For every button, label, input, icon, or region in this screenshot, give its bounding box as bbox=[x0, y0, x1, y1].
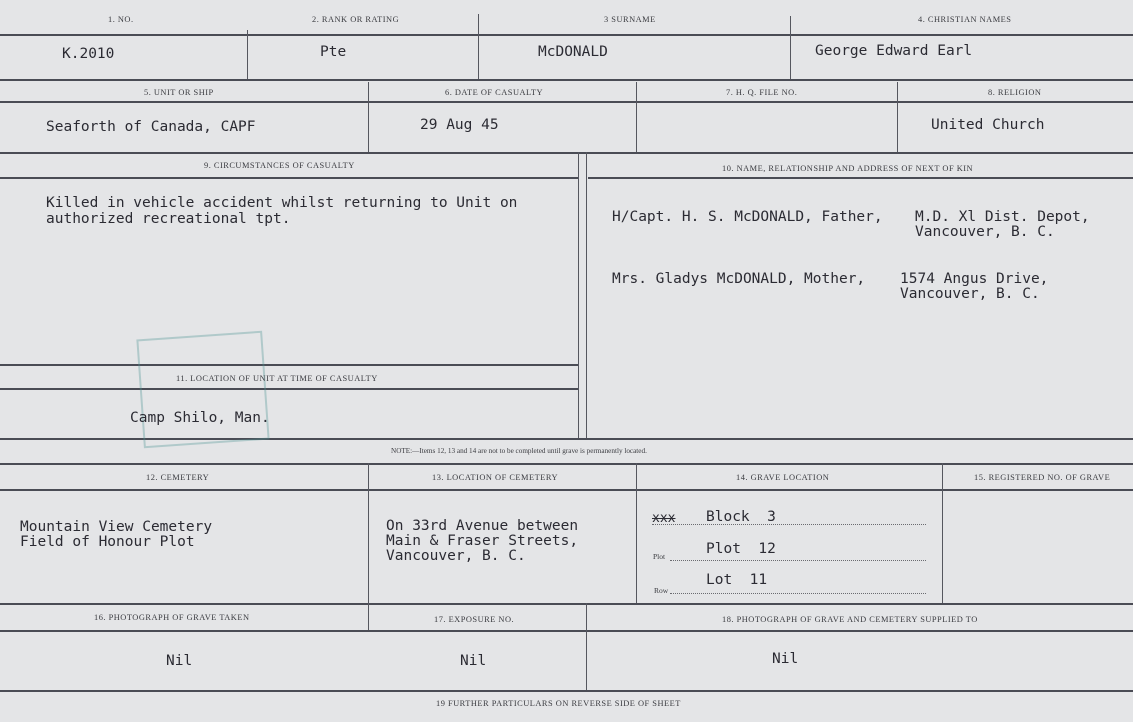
header-circumstances: 9. CIRCUMSTANCES OF CASUALTY bbox=[204, 161, 355, 170]
cemetery-line-2: Field of Honour Plot bbox=[20, 534, 195, 550]
christian-names: George Edward Earl bbox=[815, 43, 973, 59]
dotted-line bbox=[670, 560, 926, 561]
rule bbox=[0, 79, 1133, 81]
rule bbox=[578, 152, 579, 438]
unit: Seaforth of Canada, CAPF bbox=[46, 119, 256, 135]
plot-label: Plot bbox=[653, 552, 666, 561]
location-of-unit: Camp Shilo, Man. bbox=[130, 410, 270, 426]
cemetery-location-3: Vancouver, B. C. bbox=[386, 548, 526, 564]
rule bbox=[368, 463, 369, 630]
dotted-line bbox=[652, 524, 926, 525]
row-label: Row bbox=[654, 586, 669, 595]
header-no: 1. NO. bbox=[108, 15, 134, 24]
circumstances-line-2: authorized recreational tpt. bbox=[46, 211, 291, 227]
header-hq-file: 7. H. Q. FILE NO. bbox=[726, 88, 798, 97]
photo-supplied-to: Nil bbox=[772, 651, 799, 667]
header-exposure: 17. EXPOSURE NO. bbox=[434, 615, 515, 624]
rule bbox=[636, 463, 637, 603]
header-location-unit: 11. LOCATION OF UNIT AT TIME OF CASUALTY bbox=[176, 374, 378, 383]
rule bbox=[0, 603, 1133, 605]
grave-lot: Lot 11 bbox=[706, 572, 768, 588]
rule bbox=[0, 630, 1133, 632]
surname: McDONALD bbox=[538, 44, 608, 60]
grave-block: Block 3 bbox=[706, 509, 776, 525]
kin-2-name: Mrs. Gladys McDONALD, Mother, bbox=[612, 271, 866, 287]
header-christian-names: 4. CHRISTIAN NAMES bbox=[918, 15, 1012, 24]
rule bbox=[636, 82, 637, 152]
rule bbox=[0, 463, 1133, 465]
rank: Pte bbox=[320, 44, 347, 60]
header-rank: 2. RANK OR RATING bbox=[312, 15, 400, 24]
rule bbox=[588, 177, 1133, 179]
kin-2-address-2: Vancouver, B. C. bbox=[900, 286, 1040, 302]
header-unit: 5. UNIT OR SHIP bbox=[144, 88, 214, 97]
kin-1-name: H/Capt. H. S. McDONALD, Father, bbox=[612, 209, 883, 225]
header-date: 6. DATE OF CASUALTY bbox=[445, 88, 544, 97]
kin-2-address-1: 1574 Angus Drive, bbox=[900, 271, 1049, 287]
rule bbox=[0, 177, 578, 179]
religion: United Church bbox=[931, 117, 1045, 133]
header-cemetery: 12. CEMETERY bbox=[146, 473, 210, 482]
photo-taken: Nil bbox=[166, 653, 193, 669]
rule bbox=[478, 14, 479, 79]
header-further-particulars: 19 FURTHER PARTICULARS ON REVERSE SIDE OF SHEET bbox=[436, 699, 681, 708]
header-surname: 3 SURNAME bbox=[604, 15, 656, 24]
header-next-of-kin: 10. NAME, RELATIONSHIP AND ADDRESS OF NEXT OF KIN bbox=[722, 164, 974, 173]
grave-plot: Plot 12 bbox=[706, 541, 776, 557]
grave-struck-text: xxx bbox=[652, 511, 676, 526]
exposure-no: Nil bbox=[460, 653, 487, 669]
header-registered-no: 15. REGISTERED NO. OF GRAVE bbox=[974, 473, 1111, 482]
rule bbox=[897, 82, 898, 152]
header-religion: 8. RELIGION bbox=[988, 88, 1042, 97]
header-location-cemetery: 13. LOCATION OF CEMETERY bbox=[432, 473, 558, 482]
cemetery-line-1: Mountain View Cemetery bbox=[20, 519, 213, 535]
rule bbox=[0, 388, 578, 390]
rule bbox=[942, 463, 943, 603]
rule bbox=[586, 603, 587, 690]
note-items-12-14: NOTE:—Items 12, 13 and 14 are not to be completed until grave is permanently located. bbox=[391, 447, 647, 455]
kin-1-address-1: M.D. Xl Dist. Depot, bbox=[915, 209, 1090, 225]
service-number: K.2010 bbox=[62, 46, 115, 62]
header-grave-location: 14. GRAVE LOCATION bbox=[736, 473, 830, 482]
dotted-line bbox=[670, 593, 926, 594]
rule bbox=[368, 82, 369, 152]
rule bbox=[0, 364, 578, 366]
circumstances-line-1: Killed in vehicle accident whilst returning to Unit on bbox=[46, 195, 518, 211]
cemetery-location-2: Main & Fraser Streets, bbox=[386, 533, 579, 549]
rule bbox=[0, 489, 1133, 491]
rule bbox=[0, 101, 1133, 103]
kin-1-address-2: Vancouver, B. C. bbox=[915, 224, 1055, 240]
cemetery-location-1: On 33rd Avenue between bbox=[386, 518, 579, 534]
rule bbox=[247, 30, 248, 79]
header-photo-supplied: 18. PHOTOGRAPH OF GRAVE AND CEMETERY SUPPLIED TO bbox=[722, 615, 978, 624]
rule bbox=[0, 34, 1133, 36]
received-stamp bbox=[136, 331, 269, 449]
rule bbox=[586, 152, 587, 438]
rule bbox=[790, 16, 791, 79]
date-of-casualty: 29 Aug 45 bbox=[420, 117, 499, 133]
rule bbox=[0, 152, 1133, 154]
rule bbox=[0, 690, 1133, 692]
header-photo-taken: 16. PHOTOGRAPH OF GRAVE TAKEN bbox=[94, 613, 250, 622]
